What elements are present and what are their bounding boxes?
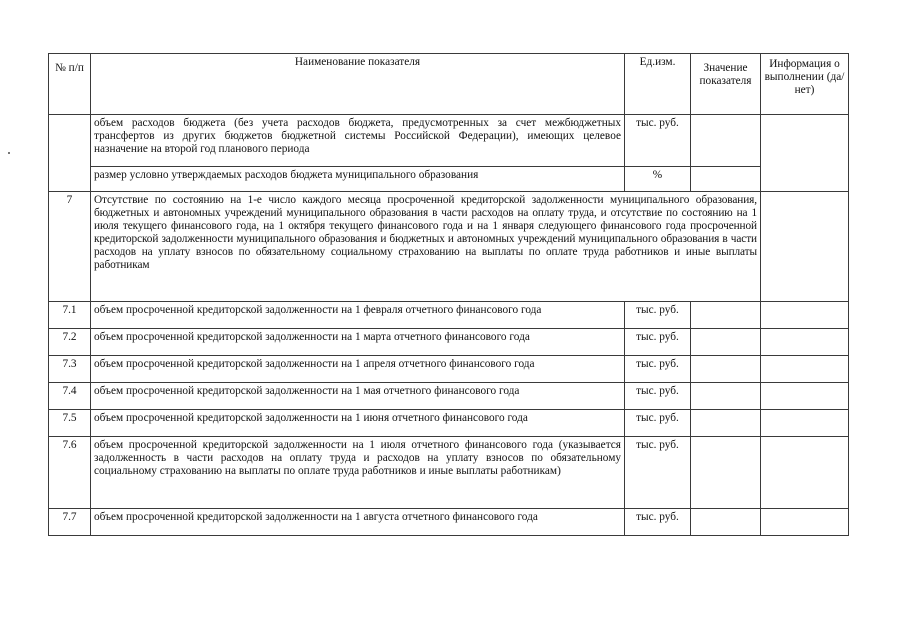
row-value-cell — [691, 410, 761, 437]
row-info-cell — [761, 329, 849, 356]
row-info-cell — [761, 356, 849, 383]
row-info-cell — [761, 383, 849, 410]
header-value: Значение показателя — [691, 54, 761, 115]
row-value-cell — [691, 329, 761, 356]
section-title: Отсутствие по состоянию на 1-е число каждого месяца просроченной кредиторской задолженности муниципального образования, бюджетных и автономных учреждений муниципального образования в части расходов на оплату труда, и отсутствие по состоянию на 1 июля текущего финансового года, на 1 октября текущего финансового года и на 1 января следующего финансового года просроченной кредиторской задолженности муниципального образования и бюджетных и автономных учреждений муниципального образования в части расходов на уплату взносов по обязательному социальному страхованию на выплаты по оплате труда работников и иные выплаты работникам — [91, 192, 761, 302]
row-info-cell — [761, 302, 849, 329]
row-num: 7.4 — [49, 383, 91, 410]
section-num: 7 — [49, 192, 91, 302]
table-row — [49, 410, 849, 437]
row-info-cell — [761, 410, 849, 437]
row-unit: тыс. руб. — [625, 383, 691, 410]
row-value-cell — [691, 167, 761, 192]
row-value-cell — [691, 509, 761, 536]
row-info-cell — [761, 115, 849, 192]
row-unit: тыс. руб. — [625, 410, 691, 437]
row-num: 7.6 — [49, 437, 91, 509]
table-row — [49, 437, 849, 509]
row-name: объем просроченной кредиторской задолженности на 1 июля отчетного финансового года (указывается задолженность в части расходов на оплату труда и расходов на уплату взносов по обязательному социальному страхованию на выплаты по оплате труда работников и иные выплаты работникам) — [91, 437, 625, 509]
row-name: объем просроченной кредиторской задолженности на 1 июня отчетного финансового года — [91, 410, 625, 437]
row-unit: % — [625, 167, 691, 192]
row-unit: тыс. руб. — [625, 302, 691, 329]
row-name: объем просроченной кредиторской задолженности на 1 мая отчетного финансового года — [91, 383, 625, 410]
row-name: размер условно утверждаемых расходов бюджета муниципального образования — [91, 167, 625, 192]
table-row — [49, 383, 849, 410]
table-row — [49, 167, 849, 192]
row-unit: тыс. руб. — [625, 329, 691, 356]
row-info-cell — [761, 192, 849, 302]
row-unit: тыс. руб. — [625, 115, 691, 167]
header-num: № п/п — [49, 54, 91, 115]
row-info-cell — [761, 437, 849, 509]
row-value-cell — [691, 302, 761, 329]
row-value-cell — [691, 356, 761, 383]
row-num: 7.5 — [49, 410, 91, 437]
table-row — [49, 509, 849, 536]
header-unit: Ед.изм. — [625, 54, 691, 115]
row-value-cell — [691, 383, 761, 410]
row-unit: тыс. руб. — [625, 356, 691, 383]
row-name: объем просроченной кредиторской задолженности на 1 апреля отчетного финансового года — [91, 356, 625, 383]
table-row — [49, 329, 849, 356]
row-info-cell — [761, 509, 849, 536]
row-unit: тыс. руб. — [625, 437, 691, 509]
table-header-row — [49, 54, 849, 115]
header-name: Наименование показателя — [91, 54, 625, 115]
row-unit: тыс. руб. — [625, 509, 691, 536]
row-num — [49, 115, 91, 192]
scan-speck — [8, 152, 10, 154]
row-name: объем расходов бюджета (без учета расходов бюджета, предусмотренных за счет межбюджетных трансфертов из других бюджетов бюджетной системы Российской Федерации), имеющих целевое назначение на второй год планового периода — [91, 115, 625, 167]
row-value-cell — [691, 437, 761, 509]
row-name: объем просроченной кредиторской задолженности на 1 февраля отчетного финансового года — [91, 302, 625, 329]
table-row — [49, 356, 849, 383]
row-num: 7.7 — [49, 509, 91, 536]
header-info: Информация о выполнении (да/ нет) — [761, 54, 849, 115]
row-num: 7.3 — [49, 356, 91, 383]
row-name: объем просроченной кредиторской задолженности на 1 августа отчетного финансового года — [91, 509, 625, 536]
section-row — [49, 192, 849, 302]
table-row — [49, 115, 849, 167]
row-num: 7.2 — [49, 329, 91, 356]
row-num: 7.1 — [49, 302, 91, 329]
row-name: объем просроченной кредиторской задолженности на 1 марта отчетного финансового года — [91, 329, 625, 356]
indicator-table — [48, 53, 849, 536]
table-row — [49, 302, 849, 329]
row-value-cell — [691, 115, 761, 167]
